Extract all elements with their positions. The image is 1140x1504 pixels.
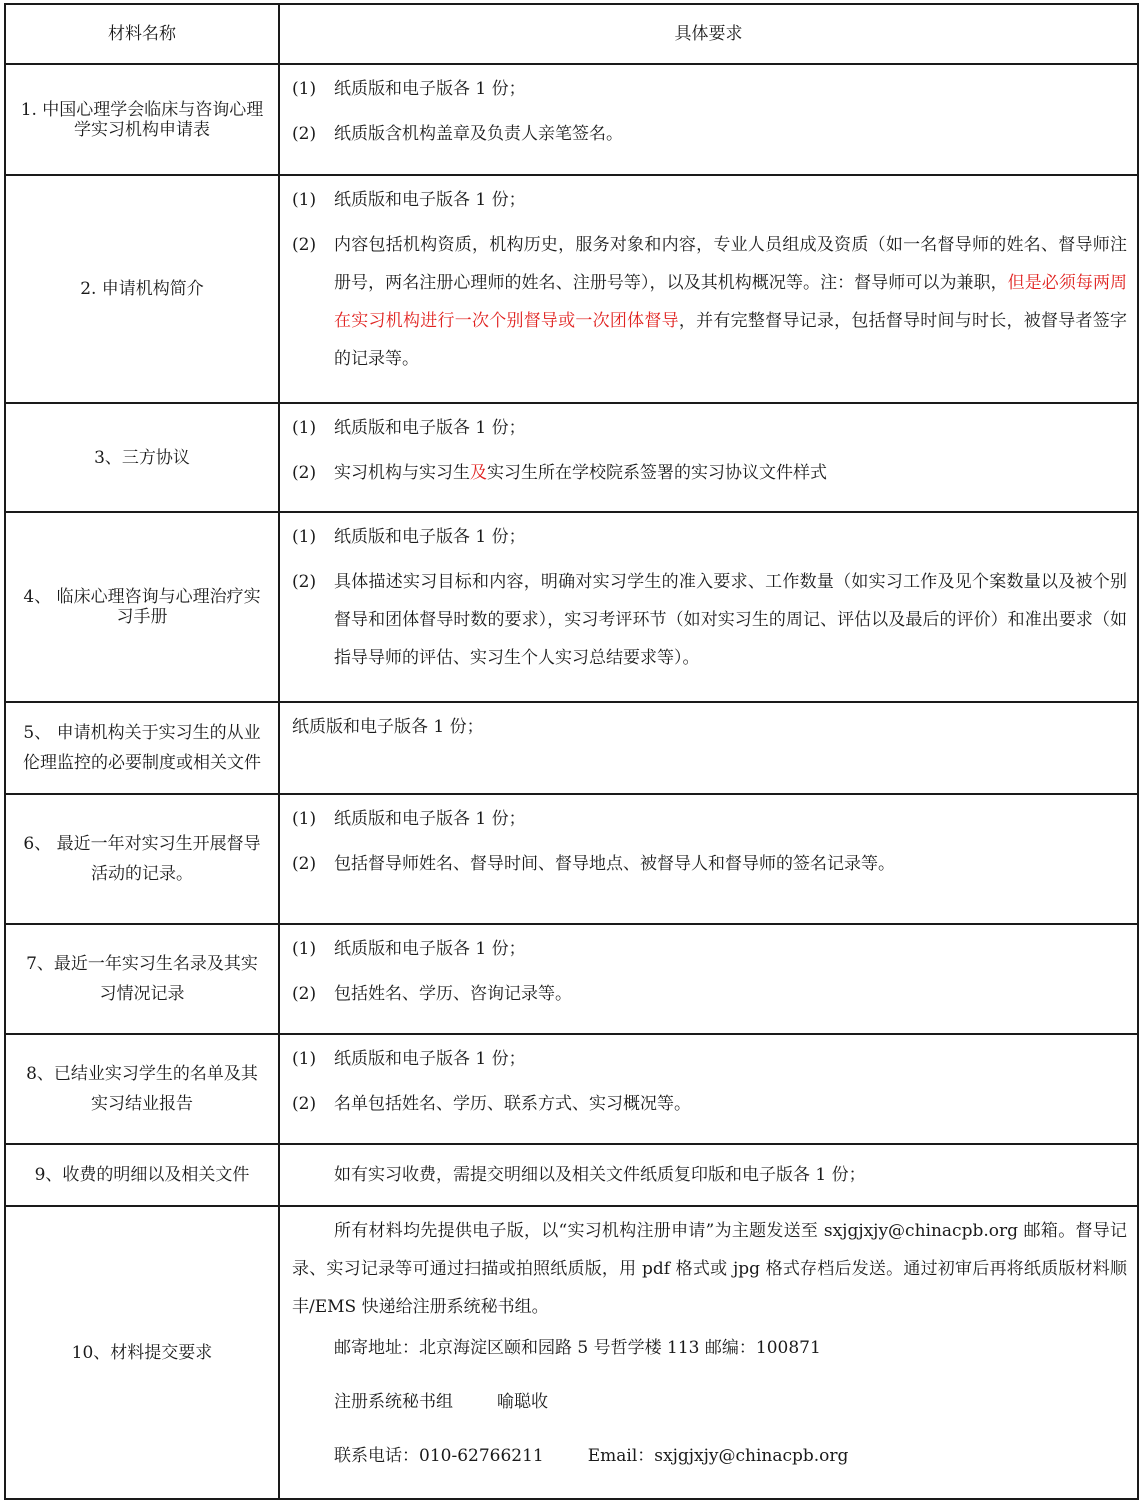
secretary-label: 注册系统秘书组 [334, 1392, 453, 1412]
requirement-text: 内容包括机构资质，机构历史，服务对象和内容，专业人员组成及资质（如一名督导师的姓名、督导师注册号，两名注册心理师的姓名、注册号等），以及其机构概况等。注：督导师可以为兼职， [334, 235, 1127, 293]
table-row [5, 64, 1138, 175]
list-item: (1) 纸质版和电子版各 1 份； [292, 1049, 526, 1069]
material-name: 10、材料提交要求 [5, 1206, 279, 1499]
table-row [5, 924, 1138, 1034]
list-item: (2) 包括姓名、学历、咨询记录等。 [292, 984, 572, 1004]
requirement-cell [279, 403, 1138, 512]
submission-instructions: 所有材料均先提供电子版，以“实习机构注册申请”为主题发送至 sxjgjxjy@chinacpb.org 邮箱。督导记录、实习记录等可通过扫描或拍照纸质版，用 pdf 格式或 jpg 格式存档后发送。通过初审后再将纸质版材料顺丰/EMS 快递给注册系统秘书组。 [292, 1221, 1127, 1317]
requirement-cell [279, 1206, 1138, 1499]
list-item: (2) 名单包括姓名、学历、联系方式、实习概况等。 [292, 1094, 691, 1114]
requirement-cell [279, 794, 1138, 924]
requirement-text: 实习生所在学校院系签署的实习协议文件样式 [487, 463, 827, 483]
requirement-cell [279, 924, 1138, 1034]
material-name: 1. 中国心理学会临床与咨询心理学实习机构申请表 [5, 64, 279, 175]
phone-email-line [334, 1446, 1127, 1466]
list-item: (1) 纸质版和电子版各 1 份； [292, 190, 526, 210]
highlight-text: 及 [470, 463, 487, 483]
list-item: (1) 纸质版和电子版各 1 份； [292, 527, 526, 547]
mailing-address: 邮寄地址：北京海淀区颐和园路 5 号哲学楼 113 邮编：100871 [334, 1338, 821, 1358]
table-header-row [5, 4, 1138, 64]
requirement-cell [279, 1034, 1138, 1144]
requirement-text: 实习机构与实习生 [334, 463, 470, 483]
table-row [5, 1144, 1138, 1206]
material-name: 2. 申请机构简介 [5, 175, 279, 403]
requirement-text: 如有实习收费，需提交明细以及相关文件纸质复印版和电子版各 1 份； [334, 1165, 866, 1185]
requirement-cell [279, 702, 1138, 794]
phone-number: 联系电话：010-62766211 [334, 1446, 544, 1466]
table-row [5, 1034, 1138, 1144]
list-item: (1) 纸质版和电子版各 1 份； [292, 418, 526, 438]
material-name: 4、 临床心理咨询与心理治疗实习手册 [5, 512, 279, 702]
list-item: (2) 纸质版含机构盖章及负责人亲笔签名。 [292, 124, 623, 144]
requirement-text: 纸质版和电子版各 1 份； [292, 717, 484, 737]
table-row [5, 512, 1138, 702]
highlight-text: 但是必须每两周在实习机构进行一次个别督导或一次团体督导 [334, 273, 1127, 331]
requirement-cell [279, 512, 1138, 702]
contact-info [292, 1338, 1127, 1466]
table-row [5, 403, 1138, 512]
list-item: (1) 纸质版和电子版各 1 份； [292, 809, 526, 829]
requirement-cell [279, 1144, 1138, 1206]
table-row [5, 794, 1138, 924]
header-requirements: 具体要求 [279, 4, 1138, 64]
material-name: 6、 最近一年对实习生开展督导活动的记录。 [5, 794, 279, 924]
requirements-table [4, 3, 1139, 1500]
list-item: (2) 包括督导师姓名、督导时间、督导地点、被督导人和督导师的签名记录等。 [292, 854, 895, 874]
header-material-name: 材料名称 [5, 4, 279, 64]
material-name: 3、三方协议 [5, 403, 279, 512]
list-item: (2) 具体描述实习目标和内容，明确对实习学生的准入要求、工作数量（如实习工作及见个案数量以及被个别督导和团体督导时数的要求），实习考评环节（如对实习生的周记、评估以及最后的评价）和准出要求（如指导导师的评估、实习生个人实习总结要求等）。 [292, 572, 1127, 668]
requirement-cell [279, 64, 1138, 175]
material-name: 5、 申请机构关于实习生的从业伦理监控的必要制度或相关文件 [5, 702, 279, 794]
table-row [5, 702, 1138, 794]
material-name: 8、已结业实习学生的名单及其实习结业报告 [5, 1034, 279, 1144]
list-item: (2) 内容包括机构资质，机构历史，服务对象和内容，专业人员组成及资质（如一名督导师的姓名、督导师注册号，两名注册心理师的姓名、注册号等），以及其机构概况等。注：督导师可以为兼职，但是必须每两周在实习机构进行一次个别督导或一次团体督导，并有完整督导记录，包括督导时间与时长，被督导者签字的记录等。 [292, 235, 1128, 369]
secretary-name: 喻聪收 [497, 1392, 548, 1412]
material-name: 9、收费的明细以及相关文件 [5, 1144, 279, 1206]
list-item: (2) 实习机构与实习生及实习生所在学校院系签署的实习协议文件样式 [292, 463, 827, 483]
secretary-line [334, 1392, 1127, 1412]
list-item: (1) 纸质版和电子版各 1 份； [292, 939, 526, 959]
table-row [5, 175, 1138, 403]
requirement-cell [279, 175, 1138, 403]
material-name: 7、最近一年实习生名录及其实习情况记录 [5, 924, 279, 1034]
table-row [5, 1206, 1138, 1499]
list-item: (1) 纸质版和电子版各 1 份； [292, 79, 526, 99]
email-address: Email：sxjgjxjy@chinacpb.org [587, 1446, 849, 1466]
requirement-text: ，并有完整督导记录，包括督导时间与时长，被督导者签字的记录等。 [334, 311, 1128, 369]
